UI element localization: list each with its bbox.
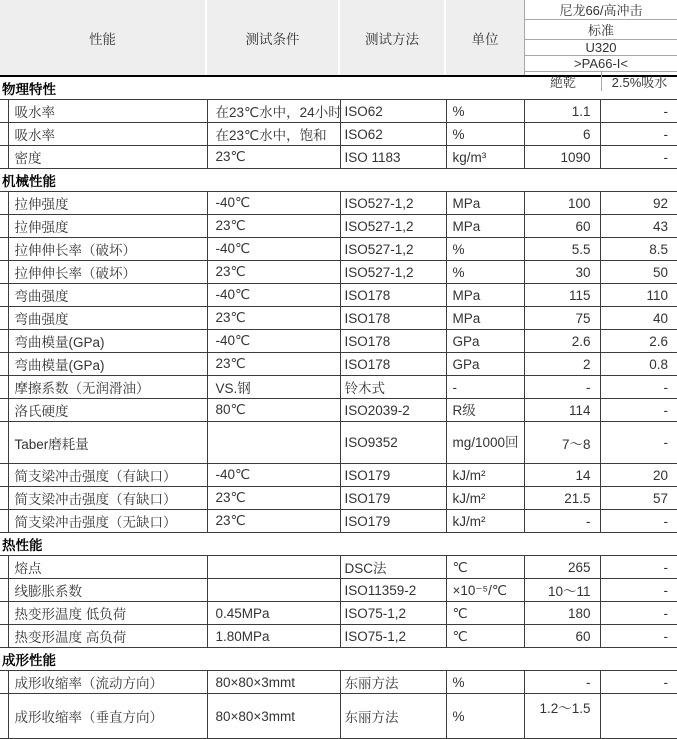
header-grade-name: U320 [525, 40, 677, 56]
condition-cell: 23℃ [207, 215, 340, 238]
wet-value-cell: - [600, 579, 677, 602]
condition-cell [207, 422, 340, 464]
condition-cell [207, 579, 340, 602]
wet-value-cell: - [600, 399, 677, 422]
wet-value-cell: 0.8 [600, 353, 677, 376]
wet-value-cell: - [600, 625, 677, 648]
unit-cell: ℃ [446, 556, 524, 579]
unit-cell: ℃ [446, 625, 524, 648]
row-left-margin [0, 353, 8, 376]
method-cell: 东丽方法 [340, 671, 446, 694]
unit-cell: ×10⁻⁵/℃ [446, 579, 524, 602]
condition-cell: 23℃ [207, 307, 340, 330]
row-left-margin [0, 376, 8, 399]
property-cell: 成形收缩率（垂直方向） [8, 694, 207, 739]
row-left-margin [0, 146, 8, 169]
table-row [0, 261, 677, 284]
property-cell: 热变形温度 低负荷 [8, 602, 207, 625]
dry-value-cell: 100 [524, 192, 600, 215]
row-left-margin [0, 330, 8, 353]
condition-cell [207, 556, 340, 579]
table-row [0, 694, 677, 739]
header-condition-column: 测试条件 [207, 0, 340, 75]
row-left-margin [0, 399, 8, 422]
property-cell: 弯曲模量(GPa) [8, 330, 207, 353]
wet-value-cell: - [600, 422, 677, 464]
condition-cell: 80×80×3mmt [207, 694, 340, 739]
row-left-margin [0, 238, 8, 261]
unit-cell: GPa [446, 330, 524, 353]
method-cell: ISO179 [340, 510, 446, 533]
section-title: 物理特性 [2, 82, 56, 97]
header-grade-designation: >PA66-I< [525, 56, 677, 72]
property-cell: 熔点 [8, 556, 207, 579]
unit-cell: kJ/m² [446, 464, 524, 487]
method-cell: ISO527-1,2 [340, 261, 446, 284]
property-cell: 吸水率 [8, 123, 207, 146]
table-row [0, 579, 677, 602]
unit-cell: mg/1000回 [446, 422, 524, 464]
table-row [0, 510, 677, 533]
row-left-margin [0, 510, 8, 533]
method-cell: ISO62 [340, 123, 446, 146]
table-row [0, 192, 677, 215]
dry-value-cell: 2.6 [524, 330, 600, 353]
condition-cell: 23℃ [207, 353, 340, 376]
dry-value-cell: - [524, 510, 600, 533]
wet-value-cell: - [600, 100, 677, 123]
property-cell: 简支梁冲击强度（无缺口） [8, 510, 207, 533]
unit-cell: - [446, 376, 524, 399]
method-cell: ISO 1183 [340, 146, 446, 169]
dry-value-cell: 60 [524, 215, 600, 238]
property-cell: Taber磨耗量 [8, 422, 207, 464]
row-left-margin [0, 215, 8, 238]
dry-value-cell: 75 [524, 307, 600, 330]
dry-value-cell: 114 [524, 399, 600, 422]
property-cell: 拉伸伸长率（破坏） [8, 238, 207, 261]
property-cell: 线膨胀系数 [8, 579, 207, 602]
dry-value-cell: 6 [524, 123, 600, 146]
wet-value-cell: - [600, 376, 677, 399]
condition-cell: -40℃ [207, 330, 340, 353]
unit-cell: ℃ [446, 602, 524, 625]
property-cell: 简支梁冲击强度（有缺口） [8, 464, 207, 487]
condition-cell: 0.45MPa [207, 602, 340, 625]
method-cell: ISO527-1,2 [340, 192, 446, 215]
property-cell: 弯曲强度 [8, 307, 207, 330]
method-cell: ISO527-1,2 [340, 238, 446, 261]
wet-value-cell: 40 [600, 307, 677, 330]
method-cell: ISO2039-2 [340, 399, 446, 422]
table-row [0, 376, 677, 399]
row-left-margin [0, 671, 8, 694]
header-grade-type: 标准 [525, 20, 677, 40]
unit-cell: MPa [446, 215, 524, 238]
unit-cell: % [446, 694, 524, 739]
wet-value-cell: 43 [600, 215, 677, 238]
property-cell: 弯曲强度 [8, 284, 207, 307]
wet-value-cell: - [600, 602, 677, 625]
section-row [0, 648, 677, 671]
table-row [0, 123, 677, 146]
section-row [0, 533, 677, 556]
method-cell: ISO62 [340, 100, 446, 123]
table-row [0, 353, 677, 376]
condition-cell: 在23℃水中，饱和 [207, 123, 340, 146]
table-row [0, 464, 677, 487]
wet-value-cell: 20 [600, 464, 677, 487]
method-cell: ISO11359-2 [340, 579, 446, 602]
row-left-margin [0, 602, 8, 625]
method-cell: ISO178 [340, 330, 446, 353]
table-row [0, 399, 677, 422]
header-state-wet: 2.5%吸水 [601, 72, 677, 91]
row-left-margin [0, 261, 8, 284]
property-cell: 拉伸强度 [8, 215, 207, 238]
condition-cell: 1.80MPa [207, 625, 340, 648]
condition-cell: 23℃ [207, 487, 340, 510]
header-grade-block [524, 0, 677, 90]
property-cell: 密度 [8, 146, 207, 169]
section-title: 热性能 [2, 538, 43, 553]
table-row [0, 284, 677, 307]
dry-value-cell: 7〜8 [524, 422, 600, 464]
row-left-margin [0, 464, 8, 487]
method-cell: ISO178 [340, 307, 446, 330]
dry-value-cell: 1.2〜1.5 [524, 694, 600, 739]
method-cell: ISO75-1,2 [340, 625, 446, 648]
condition-cell: -40℃ [207, 238, 340, 261]
dry-value-cell: 180 [524, 602, 600, 625]
dry-value-cell: 21.5 [524, 487, 600, 510]
table-row [0, 307, 677, 330]
wet-value-cell: - [600, 146, 677, 169]
wet-value-cell: - [600, 123, 677, 146]
unit-cell: % [446, 261, 524, 284]
table-row [0, 671, 677, 694]
condition-cell: 在23℃水中，24小时 [207, 100, 340, 123]
property-cell: 摩擦系数（无润滑油） [8, 376, 207, 399]
section-row [0, 169, 677, 192]
property-cell: 热变形温度 高负荷 [8, 625, 207, 648]
dry-value-cell: 265 [524, 556, 600, 579]
row-left-margin [0, 487, 8, 510]
wet-value-cell: 2.6 [600, 330, 677, 353]
unit-cell: kJ/m² [446, 487, 524, 510]
unit-cell: % [446, 123, 524, 146]
condition-cell: -40℃ [207, 284, 340, 307]
table-row [0, 625, 677, 648]
method-cell: ISO9352 [340, 422, 446, 464]
unit-cell: MPa [446, 284, 524, 307]
row-left-margin [0, 307, 8, 330]
method-cell: DSC法 [340, 556, 446, 579]
section-title: 机械性能 [2, 174, 56, 189]
row-left-margin [0, 100, 8, 123]
dry-value-cell: - [524, 671, 600, 694]
wet-value-cell: 92 [600, 192, 677, 215]
table-row [0, 146, 677, 169]
unit-cell: R级 [446, 399, 524, 422]
condition-cell: 80℃ [207, 399, 340, 422]
wet-value-cell: 57 [600, 487, 677, 510]
table-row [0, 487, 677, 510]
unit-cell: % [446, 238, 524, 261]
property-cell: 吸水率 [8, 100, 207, 123]
unit-cell: % [446, 100, 524, 123]
property-cell: 洛氏硬度 [8, 399, 207, 422]
table-row [0, 602, 677, 625]
dry-value-cell: 115 [524, 284, 600, 307]
unit-cell: kJ/m² [446, 510, 524, 533]
dry-value-cell: 1.1 [524, 100, 600, 123]
wet-value-cell: 50 [600, 261, 677, 284]
property-cell: 成形收缩率（流动方向） [8, 671, 207, 694]
property-cell: 拉伸伸长率（破坏） [8, 261, 207, 284]
dry-value-cell: 10〜11 [524, 579, 600, 602]
header-state-row [525, 72, 677, 91]
row-left-margin [0, 694, 8, 739]
method-cell: ISO75-1,2 [340, 602, 446, 625]
condition-cell: VS.钢 [207, 376, 340, 399]
method-cell: ISO179 [340, 464, 446, 487]
header-unit-column: 单位 [446, 0, 524, 75]
wet-value-cell: 8.5 [600, 238, 677, 261]
method-cell: ISO179 [340, 487, 446, 510]
wet-value-cell: - [600, 671, 677, 694]
condition-cell: -40℃ [207, 464, 340, 487]
method-cell: ISO527-1,2 [340, 215, 446, 238]
property-cell: 弯曲模量(GPa) [8, 353, 207, 376]
table-row [0, 422, 677, 464]
method-cell: ISO178 [340, 284, 446, 307]
row-left-margin [0, 579, 8, 602]
table-row [0, 100, 677, 123]
method-cell: 东丽方法 [340, 694, 446, 739]
header-method-column: 测试方法 [340, 0, 446, 75]
dry-value-cell: 1090 [524, 146, 600, 169]
condition-cell: 23℃ [207, 510, 340, 533]
table-row [0, 330, 677, 353]
property-cell: 拉伸强度 [8, 192, 207, 215]
header-material-family: 尼龙66/高冲击 [525, 0, 677, 20]
table-row [0, 556, 677, 579]
row-left-margin [0, 192, 8, 215]
table-row [0, 215, 677, 238]
unit-cell: GPa [446, 353, 524, 376]
method-cell: 铃木式 [340, 376, 446, 399]
properties-table [0, 77, 677, 739]
row-left-margin [0, 625, 8, 648]
unit-cell: kg/m³ [446, 146, 524, 169]
wet-value-cell [600, 694, 677, 739]
table-row [0, 238, 677, 261]
property-cell: 简支梁冲击强度（有缺口） [8, 487, 207, 510]
dry-value-cell: 5.5 [524, 238, 600, 261]
condition-cell: 23℃ [207, 146, 340, 169]
dry-value-cell: 2 [524, 353, 600, 376]
dry-value-cell: 60 [524, 625, 600, 648]
dry-value-cell: 14 [524, 464, 600, 487]
condition-cell: 80×80×3mmt [207, 671, 340, 694]
unit-cell: MPa [446, 192, 524, 215]
row-left-margin [0, 422, 8, 464]
header-state-dry: 絶乾 [549, 75, 576, 90]
row-left-margin [0, 123, 8, 146]
section-title: 成形性能 [2, 653, 56, 668]
unit-cell: MPa [446, 307, 524, 330]
dry-value-cell: 30 [524, 261, 600, 284]
wet-value-cell: - [600, 510, 677, 533]
header-property-column: 性能 [0, 0, 207, 75]
row-left-margin [0, 284, 8, 307]
wet-value-cell: - [600, 556, 677, 579]
condition-cell: 23℃ [207, 261, 340, 284]
wet-value-cell: 110 [600, 284, 677, 307]
dry-value-cell: - [524, 376, 600, 399]
condition-cell: -40℃ [207, 192, 340, 215]
unit-cell: % [446, 671, 524, 694]
row-left-margin [0, 556, 8, 579]
method-cell: ISO178 [340, 353, 446, 376]
